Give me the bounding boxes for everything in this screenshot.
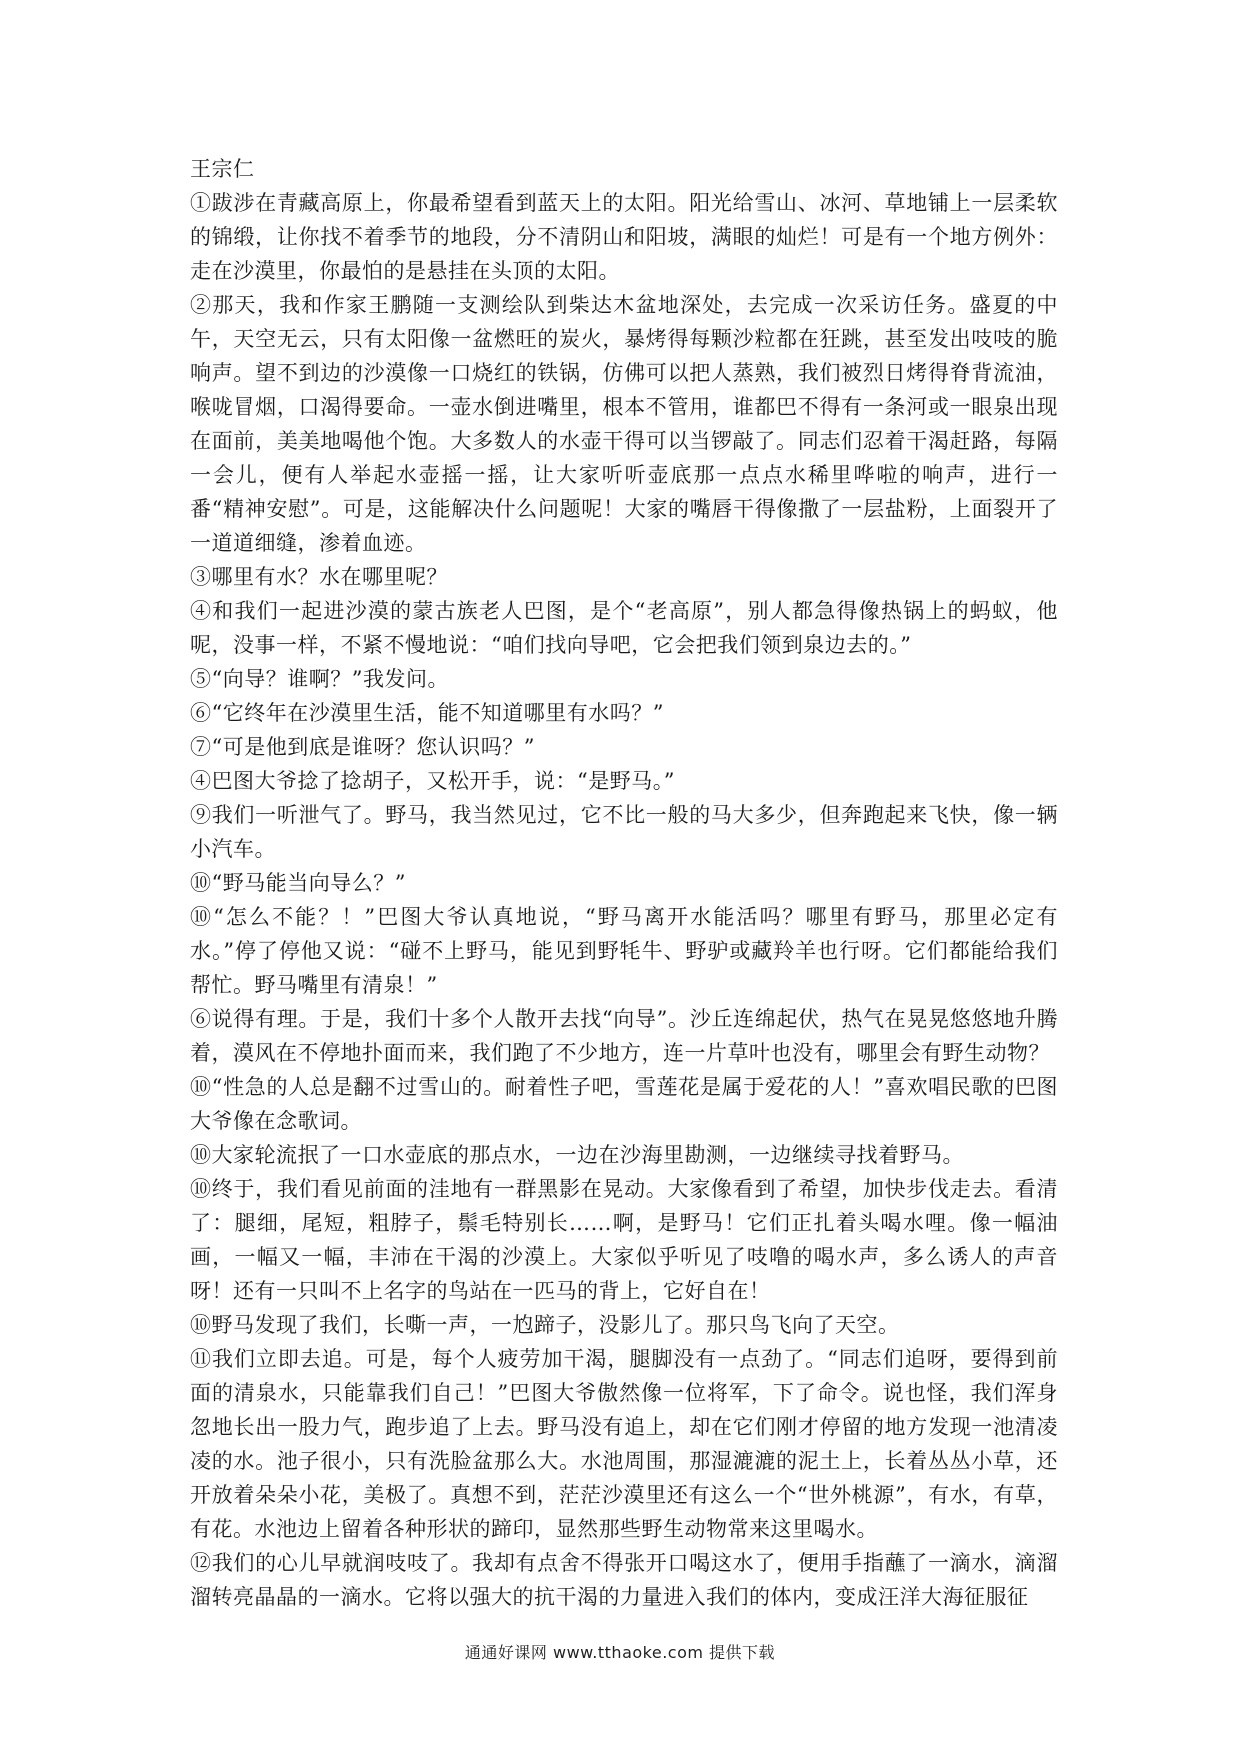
paragraph-16: ⑩野马发现了我们，长嘶一声，一尥蹄子，没影儿了。那只鸟飞向了天空。 [190, 1313, 900, 1337]
paragraph-13: ⑩“性急的人总是翻不过雪山的。耐着性子吧，雪莲花是属于爱花的人！”喜欢唱民歌的巴图大爷像在念歌词。 [190, 1075, 1058, 1133]
paragraph-12: ⑥说得有理。于是，我们十多个人散开去找“向导”。沙丘连绵起伏，热气在晃晃悠悠地升腾着，漠风在不停地扑面而来，我们跑了不少地方，连一片草叶也没有，哪里会有野生动物？ [190, 1007, 1058, 1065]
page-footer: 通通好课网 www.tthaoke.com 提供下载 [464, 1643, 776, 1662]
paragraph-4: ④和我们一起进沙漠的蒙古族老人巴图，是个“老高原”，别人都急得像热锅上的蚂蚁，他呢，没事一样，不紧不慢地说：“咱们找向导吧，它会把我们领到泉边去的。” [190, 599, 1058, 657]
article-body [190, 152, 1058, 1614]
paragraph-1: ①跋涉在青藏高原上，你最希望看到蓝天上的太阳。阳光给雪山、冰河、草地铺上一层柔软的锦缎，让你找不着季节的地段，分不清阴山和阳坡，满眼的灿烂！可是有一个地方例外：走在沙漠里，你最怕的是悬挂在头顶的太阳。 [190, 191, 1058, 283]
paragraph-8: ④巴图大爷捻了捻胡子，又松开手，说：“是野马。” [190, 769, 675, 793]
paragraph-14: ⑩大家轮流抿了一口水壶底的那点水，一边在沙海里勘测，一边继续寻找着野马。 [190, 1143, 964, 1167]
paragraph-7: ⑦“可是他到底是谁呀？您认识吗？” [190, 735, 535, 759]
paragraph-15: ⑩终于，我们看见前面的洼地有一群黑影在晃动。大家像看到了希望，加快步伐走去。看清了：腿细，尾短，粗脖子，鬃毛特别长……啊，是野马！它们正扎着头喝水哩。像一幅油画，一幅又一幅，丰沛在干渴的沙漠上。大家似乎听见了吱噜的喝水声，多么诱人的声音呀！还有一只叫不上名字的鸟站在一匹马的背上，它好自在！ [190, 1177, 1058, 1303]
paragraph-3: ③哪里有水？水在哪里呢？ [190, 565, 448, 589]
paragraph-18: ⑫我们的心儿早就润吱吱了。我却有点舍不得张开口喝这水了，便用手指蘸了一滴水，滴溜溜转亮晶晶的一滴水。它将以强大的抗干渴的力量进入我们的体内，变成汪洋大海征服征 [190, 1551, 1058, 1609]
paragraph-2: ②那天，我和作家王鹏随一支测绘队到柴达木盆地深处，去完成一次采访任务。盛夏的中午，天空无云，只有太阳像一盆燃旺的炭火，暴烤得每颗沙粒都在狂跳，甚至发出吱吱的脆响声。望不到边的沙漠像一口烧红的铁锅，仿佛可以把人蒸熟，我们被烈日烤得脊背流油，喉咙冒烟，口渴得要命。一壶水倒进嘴里，根本不管用，谁都巴不得有一条河或一眼泉出现在面前，美美地喝他个饱。大多数人的水壶干得可以当锣敲了。同志们忍着干渴赶路，每隔一会儿，便有人举起水壶摇一摇，让大家听听壶底那一点点水稀里哗啦的响声，进行一番“精神安慰”。可是，这能解决什么问题呢！大家的嘴唇干得像撒了一层盐粉，上面裂开了一道道细缝，渗着血迹。 [190, 293, 1058, 555]
paragraph-11: ⑩“怎么不能？！”巴图大爷认真地说，“野马离开水能活吗？哪里有野马，那里必定有水。”停了停他又说：“碰不上野马，能见到野牦牛、野驴或藏羚羊也行呀。它们都能给我们帮忙。野马嘴里有清泉！” [190, 905, 1058, 997]
paragraph-6: ⑥“它终年在沙漠里生活，能不知道哪里有水吗？” [190, 701, 664, 725]
paragraph-10: ⑩“野马能当向导么？” [190, 871, 406, 895]
paragraph-9: ⑨我们一听泄气了。野马，我当然见过，它不比一般的马大多少，但奔跑起来飞快，像一辆小汽车。 [190, 803, 1058, 861]
author-name: 王宗仁 [190, 157, 255, 181]
paragraph-17: ⑪我们立即去追。可是，每个人疲劳加干渴，腿脚没有一点劲了。“同志们追呀，要得到前面的清泉水，只能靠我们自己！”巴图大爷傲然像一位将军，下了命令。说也怪，我们浑身忽地长出一股力气，跑步追了上去。野马没有追上，却在它们刚才停留的地方发现一池清凌凌的水。池子很小，只有洗脸盆那么大。水池周围，那湿漉漉的泥土上，长着丛丛小草，还开放着朵朵小花，美极了。真想不到，茫茫沙漠里还有这么一个“世外桃源”，有水，有草，有花。水池边上留着各种形状的蹄印，显然那些野生动物常来这里喝水。 [190, 1347, 1058, 1541]
paragraph-5: ⑤“向导？谁啊？”我发问。 [190, 667, 449, 691]
